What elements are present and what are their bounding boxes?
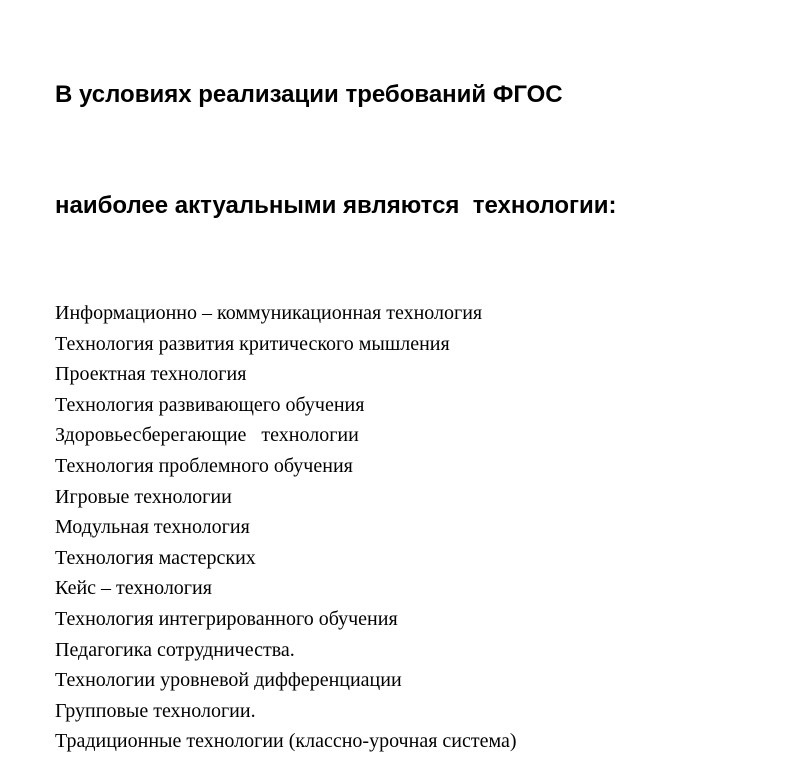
list-item: Кейс – технология xyxy=(55,577,212,600)
list-item: Модульная технология xyxy=(55,516,250,539)
list-item: Технология развивающего обучения xyxy=(55,393,365,416)
heading-line-2: наиболее актуальными являются технологии: xyxy=(55,192,617,219)
slide-heading xyxy=(55,2,785,298)
list-item: Проектная технология xyxy=(55,363,247,386)
list-item: Технология развития критического мышления xyxy=(55,332,450,355)
list-item: Технология проблемного обучения xyxy=(55,454,353,477)
list-item: Игровые технологии xyxy=(55,485,232,508)
slide-content xyxy=(55,2,785,757)
list-item: Информационно – коммуникационная технология xyxy=(55,302,483,324)
list-item: Групповые технологии. xyxy=(55,699,256,722)
list-item: Технологии уровневой дифференциации xyxy=(55,669,402,692)
heading-line-1: В условиях реализации требований ФГОС xyxy=(55,81,563,108)
list-item: Здоровьесберегающие технологии xyxy=(55,424,359,447)
list-item: Технология интегрированного обучения xyxy=(55,607,398,630)
technology-list xyxy=(55,298,785,757)
list-item: Педагогика сотрудничества. xyxy=(55,638,295,661)
list-item: Технология мастерских xyxy=(55,546,256,569)
list-item: Традиционные технологии (классно-урочная система) xyxy=(55,730,517,753)
